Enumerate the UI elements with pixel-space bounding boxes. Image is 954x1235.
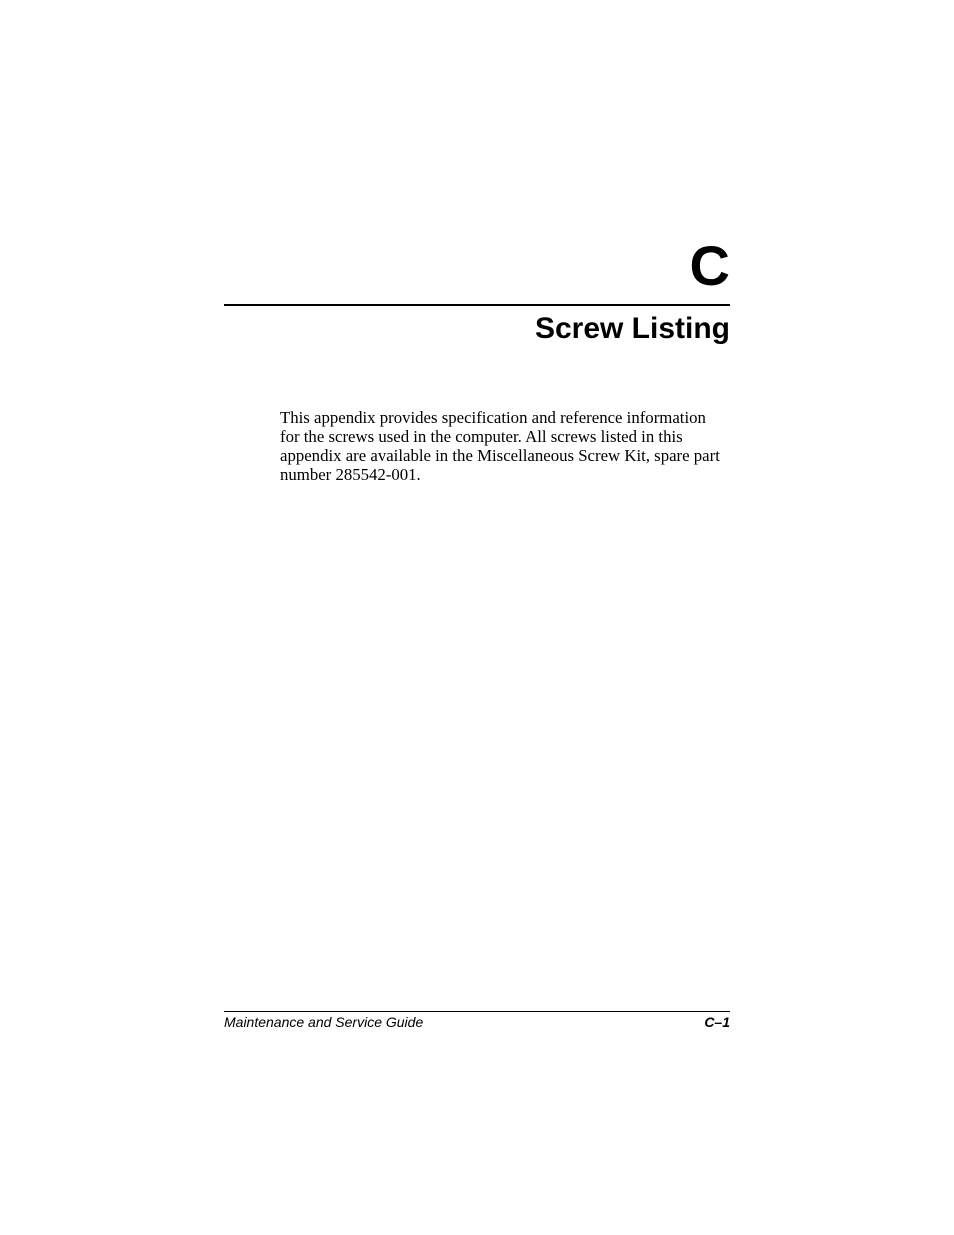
paragraph-line: for the screws used in the computer. All screws listed in this: [280, 427, 683, 446]
footer-page-number: C–1: [704, 1014, 730, 1030]
page-title: Screw Listing: [534, 312, 730, 345]
paragraph-line: number 285542-001.: [280, 465, 421, 484]
chapter-letter: C: [689, 234, 730, 297]
footer-guide-title: Maintenance and Service Guide: [224, 1014, 424, 1030]
footer-divider: [224, 1011, 730, 1012]
title-divider: [224, 304, 730, 306]
paragraph-line: appendix are available in the Miscellaneous Screw Kit, spare part: [280, 446, 720, 465]
intro-paragraph: [280, 408, 732, 484]
paragraph-line: This appendix provides specification and reference information: [280, 408, 706, 427]
